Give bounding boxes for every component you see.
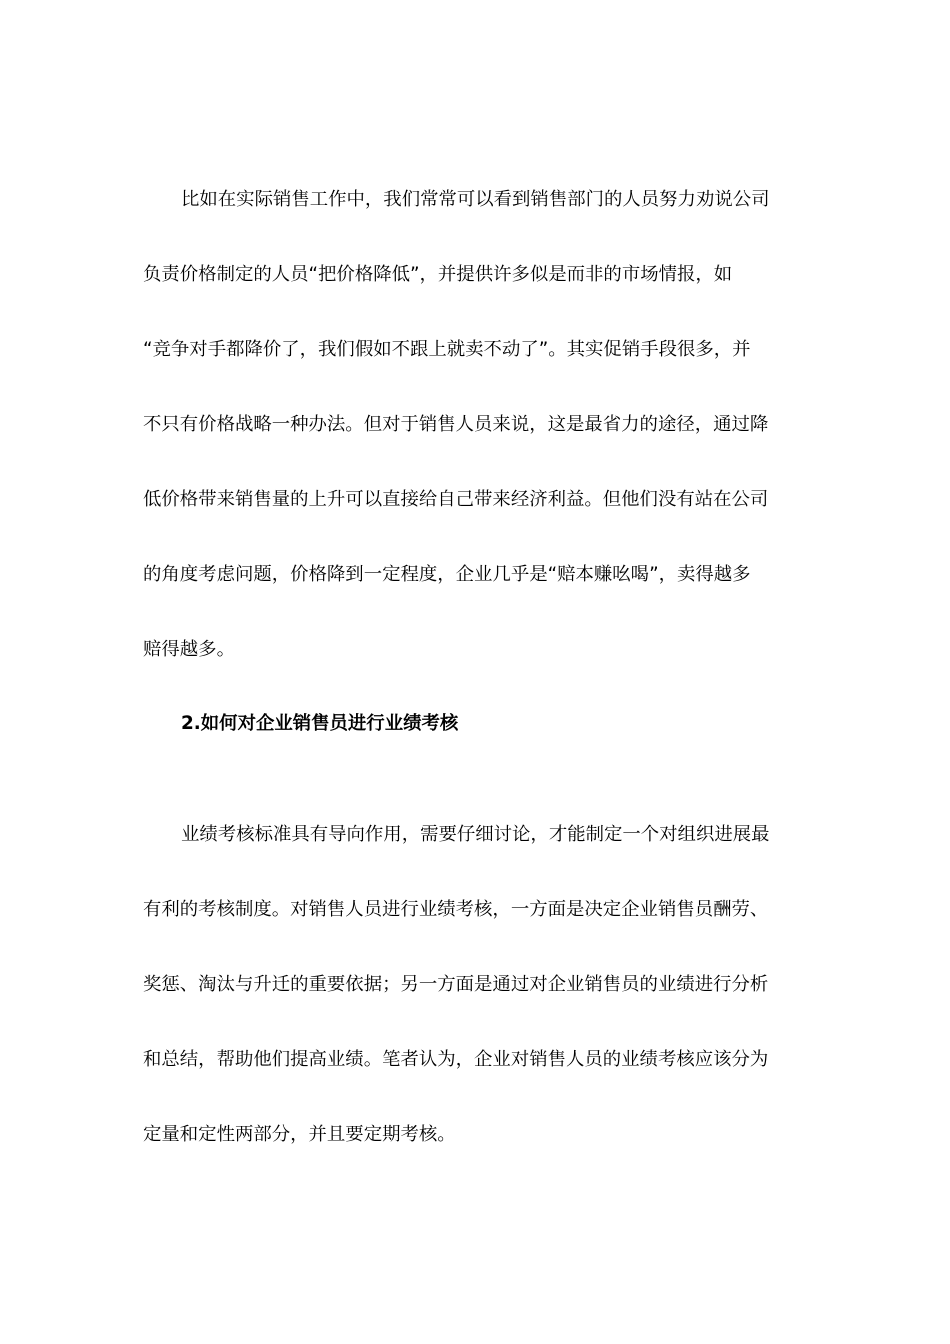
paragraph-line: 的角度考虑问题，价格降到一定程度，企业几乎是“赔本赚吆喝”，卖得越多 xyxy=(143,564,751,585)
paragraph-line: 奖惩、淘汰与升迁的重要依据；另一方面是通过对企业销售员的业绩进行分析 xyxy=(143,974,769,995)
paragraph-line: “竞争对手都降价了，我们假如不跟上就卖不动了”。其实促销手段很多，并 xyxy=(143,339,751,360)
paragraph-line: 和总结，帮助他们提高业绩。笔者认为，企业对销售人员的业绩考核应该分为 xyxy=(143,1049,769,1070)
paragraph-line: 业绩考核标准具有导向作用，需要仔细讨论，才能制定一个对组织进展最 xyxy=(181,824,770,845)
paragraph-line: 负责价格制定的人员“把价格降低”，并提供许多似是而非的市场情报，如 xyxy=(143,264,733,285)
paragraph-line: 比如在实际销售工作中，我们常常可以看到销售部门的人员努力劝说公司 xyxy=(181,189,770,210)
section-heading: 2.如何对企业销售员进行业绩考核 xyxy=(181,713,459,734)
paragraph-line: 不只有价格战略一种办法。但对于销售人员来说，这是最省力的途径，通过降 xyxy=(143,414,769,435)
paragraph-line: 有利的考核制度。对销售人员进行业绩考核，一方面是决定企业销售员酬劳、 xyxy=(143,899,769,920)
paragraph-line: 定量和定性两部分，并且要定期考核。 xyxy=(143,1124,456,1145)
paragraph-line: 赔得越多。 xyxy=(143,639,235,660)
paragraph-line: 低价格带来销售量的上升可以直接给自己带来经济利益。但他们没有站在公司 xyxy=(143,489,769,510)
